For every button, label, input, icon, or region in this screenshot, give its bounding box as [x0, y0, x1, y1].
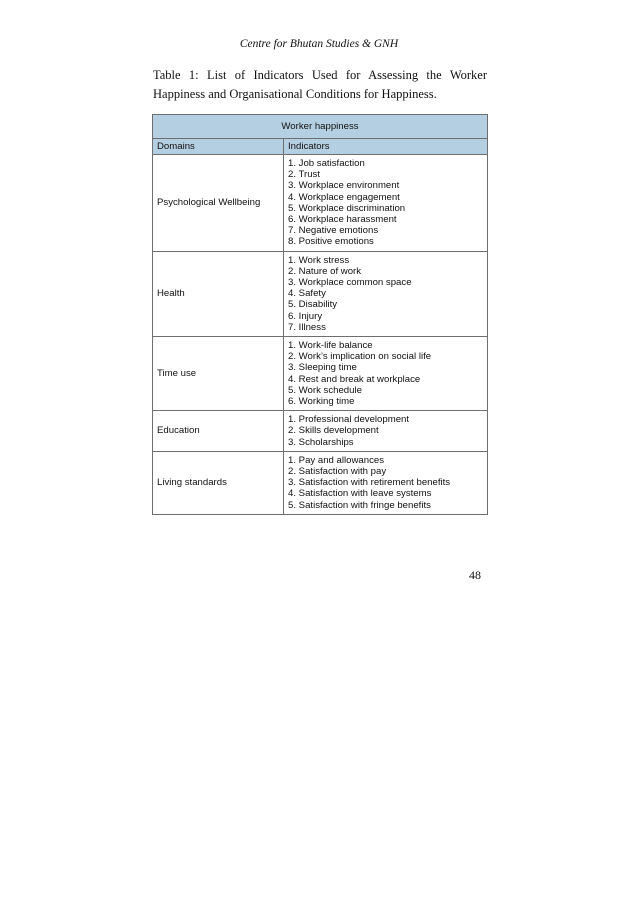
- table-row: [153, 411, 488, 452]
- indicators-cell: [284, 155, 488, 252]
- domain-cell: Time use: [153, 337, 284, 411]
- indicator-item: 3. Workplace common space: [288, 277, 412, 289]
- indicator-item: 2. Nature of work: [288, 265, 362, 277]
- indicator-item: 2. Work’s implication on social life: [288, 351, 432, 363]
- indicator-item: 1. Work-life balance: [288, 340, 373, 352]
- indicator-item: 5. Workplace discrimination: [288, 202, 406, 214]
- table-caption: Table 1: List of Indicators Used for Assessing the Worker Happiness and Organisational Conditions for Happiness.: [153, 68, 487, 101]
- table-row: [153, 451, 488, 514]
- running-header: Centre for Bhutan Studies & GNH: [239, 38, 399, 50]
- indicators-cell: [284, 411, 488, 452]
- indicators-cell: [284, 337, 488, 411]
- indicator-item: 1. Professional development: [288, 414, 410, 426]
- column-header-domains: Domains: [153, 139, 284, 155]
- indicator-item: 3. Scholarships: [288, 436, 354, 448]
- domain-cell: Health: [153, 251, 284, 336]
- page-number: 48: [469, 568, 481, 582]
- indicator-item: 4. Satisfaction with leave systems: [288, 488, 432, 500]
- indicator-item: 4. Workplace engagement: [288, 191, 400, 203]
- table-body: [153, 155, 488, 515]
- indicator-item: 7. Negative emotions: [288, 225, 379, 237]
- indicators-cell: [284, 451, 488, 514]
- table-row: [153, 251, 488, 336]
- indicators-cell: [284, 251, 488, 336]
- indicator-item: 6. Working time: [288, 396, 355, 408]
- column-header-indicators: Indicators: [284, 139, 488, 155]
- indicator-item: 7. Illness: [288, 321, 326, 333]
- table-title: Worker happiness: [153, 115, 488, 139]
- indicator-item: 4. Safety: [288, 288, 326, 300]
- table-title-row: [153, 115, 488, 139]
- indicator-item: 5. Work schedule: [288, 384, 362, 396]
- indicator-item: 3. Satisfaction with retirement benefits: [288, 477, 451, 489]
- indicators-table: [152, 114, 488, 515]
- column-header-row: [153, 139, 488, 155]
- table-row: [153, 337, 488, 411]
- indicator-item: 1. Pay and allowances: [288, 454, 384, 466]
- indicator-item: 2. Skills development: [288, 425, 379, 437]
- indicator-item: 2. Satisfaction with pay: [288, 466, 387, 478]
- domain-cell: Education: [153, 411, 284, 452]
- indicator-item: 6. Workplace harassment: [288, 214, 397, 226]
- domain-cell: Psychological Wellbeing: [153, 155, 284, 252]
- table-row: [153, 155, 488, 252]
- indicator-item: 3. Workplace environment: [288, 180, 400, 192]
- indicator-item: 8. Positive emotions: [288, 236, 374, 248]
- indicator-item: 1. Work stress: [288, 254, 350, 266]
- indicator-item: 2. Trust: [288, 169, 320, 181]
- indicator-item: 5. Disability: [288, 299, 338, 311]
- domain-cell: Living standards: [153, 451, 284, 514]
- indicator-item: 3. Sleeping time: [288, 362, 357, 374]
- indicator-item: 4. Rest and break at workplace: [288, 373, 421, 385]
- indicator-item: 1. Job satisfaction: [288, 158, 365, 169]
- indicator-item: 6. Injury: [288, 310, 323, 322]
- indicator-item: 5. Satisfaction with fringe benefits: [288, 499, 431, 511]
